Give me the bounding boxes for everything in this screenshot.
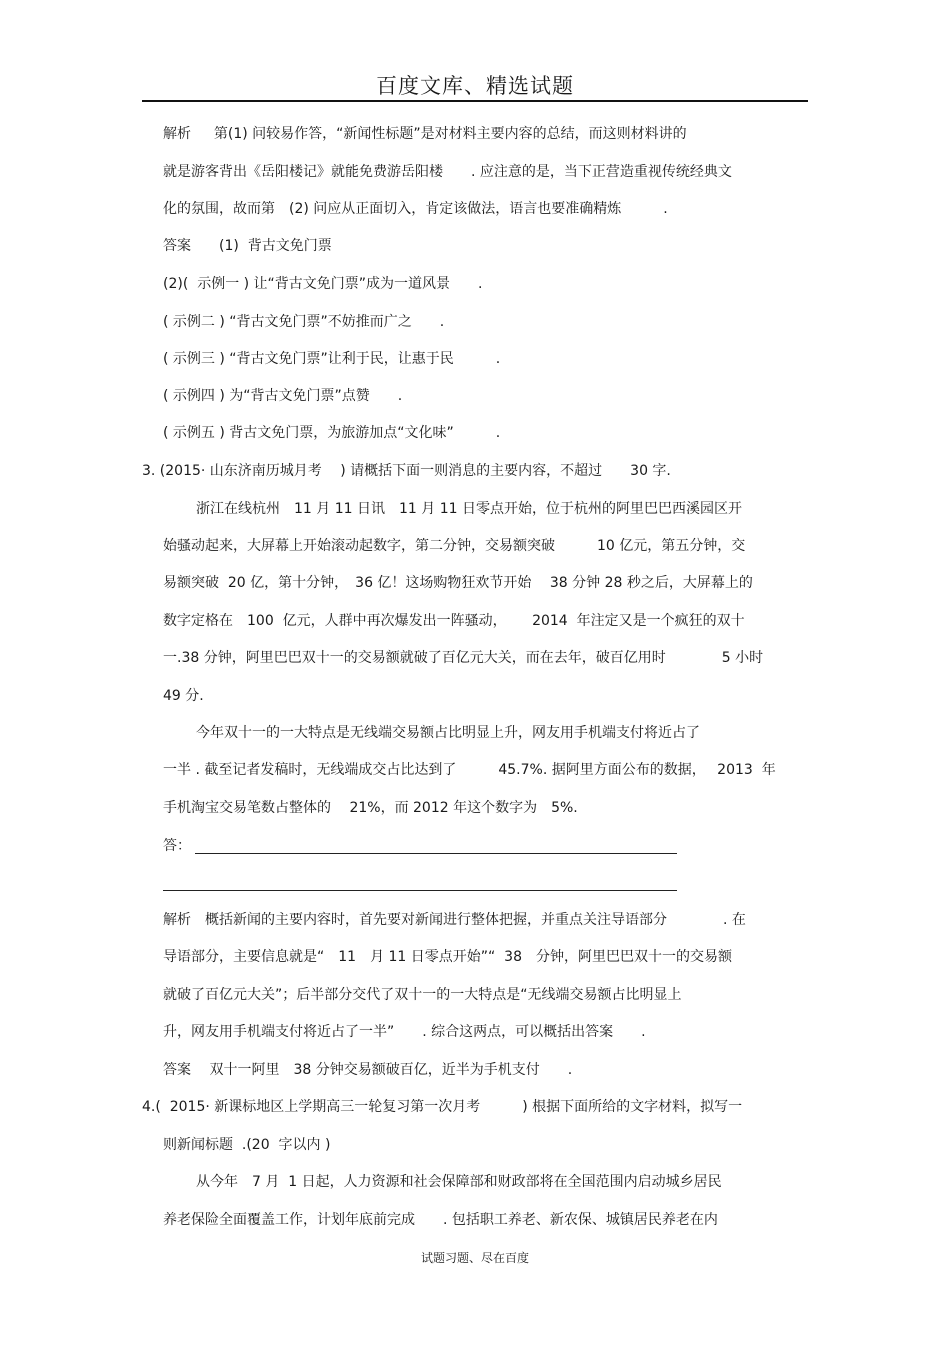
passage-3-line-5: 一.38 分钟，阿里巴巴双十一的交易额就破了百亿元大关，而在去年，破百亿用时 5 小时	[163, 650, 764, 666]
passage-3-para2-line-1: 今年双十一的一大特点是无线端交易额占比明显上升，网友用手机端支付将近占了	[196, 725, 700, 741]
passage-3-para2-line-3: 手机淘宝交易笔数占整体的 21%，而 2012 年这个数字为 5%.	[163, 800, 578, 816]
passage-3-line-4: 数字定格在 100 亿元，人群中再次爆发出一阵骚动， 2014 年注定又是一个疯狂的双十	[163, 613, 745, 629]
analysis-2-line-1: 解析 第(1) 问较易作答，“新闻性标题”是对材料主要内容的总结，而这则材料讲的	[163, 126, 687, 142]
analysis-2-line-2: 就是游客背出《岳阳楼记》就能免费游岳阳楼 . 应注意的是，当下正营造重视传统经典文	[163, 164, 732, 180]
answer-2-example-4: ( 示例四 ) 为“背古文免门票”点赞 .	[163, 388, 403, 404]
answer-3: 答案 双十一阿里 38 分钟交易额破百亿，近半为手机支付 .	[163, 1062, 573, 1078]
page-footer: 试题习题、尽在百度	[420, 1251, 529, 1265]
question-4-prompt-line-2: 则新闻标题 .(20 字以内 )	[163, 1137, 331, 1153]
answer-label: 答：	[163, 838, 191, 854]
analysis-3-line-1: 解析 概括新闻的主要内容时，首先要对新闻进行整体把握，并重点关注导语部分 . 在	[163, 912, 746, 928]
passage-4-line-1: 从今年 7 月 1 日起，人力资源和社会保障部和财政部将在全国范围内启动城乡居民	[196, 1174, 722, 1190]
passage-4-line-2: 养老保险全面覆盖工作，计划年底前完成 . 包括职工养老、新农保、城镇居民养老在内	[163, 1212, 718, 1228]
passage-3-line-6: 49 分.	[163, 688, 204, 704]
answer-blank-line-2[interactable]	[163, 890, 677, 891]
answer-2-example-2: ( 示例二 ) “背古文免门票”不妨推而广之 .	[163, 314, 445, 330]
passage-3-line-2: 始骚动起来，大屏幕上开始滚动起数字，第二分钟，交易额突破 10 亿元，第五分钟，交	[163, 538, 746, 554]
question-3-prompt: 3. (2015· 山东济南历城月考 ) 请概括下面一则消息的主要内容，不超过 30 字.	[142, 463, 671, 479]
page-header-title: 百度文库、精选试题	[376, 74, 574, 98]
passage-3-para2-line-2: 一半 . 截至记者发稿时，无线端成交占比达到了 45.7%. 据阿里方面公布的数据， 2013 年	[163, 762, 776, 778]
analysis-3-line-3: 就破了百亿元大关”；后半部分交代了双十一的一大特点是“无线端交易额占比明显上	[163, 987, 682, 1003]
passage-3-line-1: 浙江在线杭州 11 月 11 日讯 11 月 11 日零点开始，位于杭州的阿里巴巴西溪园区开	[196, 501, 742, 517]
answer-2-example-5: ( 示例五 ) 背古文免门票，为旅游加点“文化味” .	[163, 425, 501, 441]
answer-2-example-3: ( 示例三 ) “背古文免门票”让利于民，让惠于民 .	[163, 351, 501, 367]
header-rule	[142, 100, 808, 102]
passage-3-line-3: 易额突破 20 亿，第十分钟， 36 亿！这场购物狂欢节开始 38 分钟 28 秒之后，大屏幕上的	[163, 575, 753, 591]
answer-2-part-1: 答案 (1) 背古文免门票	[163, 238, 332, 254]
analysis-3-line-4: 升，网友用手机端支付将近占了一半” . 综合这两点，可以概括出答案 .	[163, 1024, 646, 1040]
answer-2-example-1: (2)( 示例一 ) 让“背古文免门票”成为一道风景 .	[163, 276, 483, 292]
analysis-3-line-2: 导语部分，主要信息就是“ 11 月 11 日零点开始”“ 38 分钟，阿里巴巴双十一的交易额	[163, 949, 733, 965]
answer-blank-line-1[interactable]	[195, 853, 677, 854]
analysis-2-line-3: 化的氛围，故而第 (2) 问应从正面切入，肯定该做法，语言也要准确精炼 .	[163, 201, 668, 217]
question-4-prompt-line-1: 4.( 2015· 新课标地区上学期高三一轮复习第一次月考 ) 根据下面所给的文字材料，拟写一	[142, 1099, 743, 1115]
